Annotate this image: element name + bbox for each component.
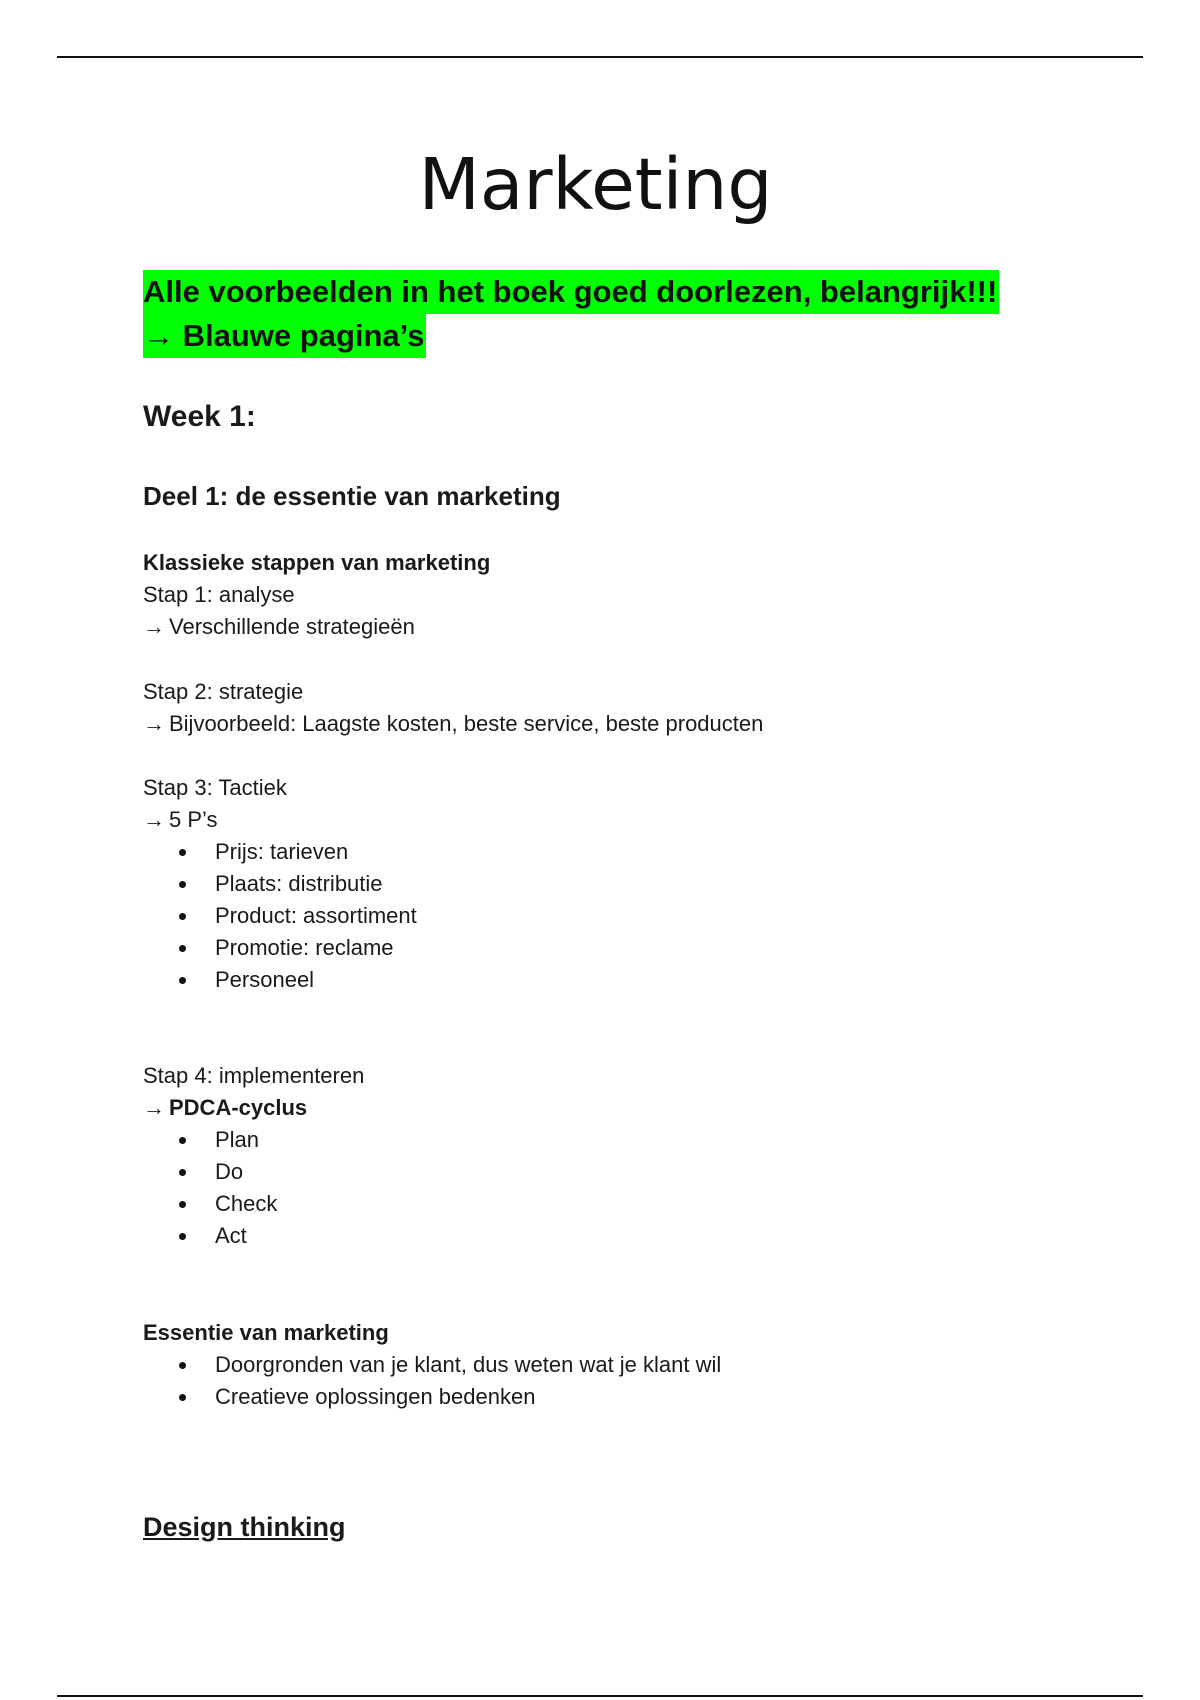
highlight-line-2 xyxy=(143,314,426,358)
classic-steps-heading: Klassieke stappen van marketing xyxy=(143,550,491,575)
essence-bullet-list xyxy=(143,1349,721,1413)
list-item: Act xyxy=(143,1220,364,1252)
list-item: Do xyxy=(143,1156,364,1188)
step4-label: Stap 4: implementeren xyxy=(143,1063,365,1088)
arrow-icon: → xyxy=(143,318,174,353)
top-rule xyxy=(57,56,1143,58)
list-item: Promotie: reclame xyxy=(143,932,417,964)
bullet-icon xyxy=(179,1201,186,1208)
bullet-icon xyxy=(179,881,186,888)
part-heading: Deel 1: de essentie van marketing xyxy=(143,481,561,511)
bullet-icon xyxy=(179,1137,186,1144)
bullet-icon xyxy=(179,1233,186,1240)
step1-detail: Verschillende strategieën xyxy=(169,614,415,639)
bullet-icon xyxy=(179,849,186,856)
step4-detail: PDCA-cyclus xyxy=(169,1095,308,1120)
week-heading: Week 1: xyxy=(143,400,256,433)
bullet-icon xyxy=(179,1169,186,1176)
essence-heading: Essentie van marketing xyxy=(143,1320,389,1345)
step3-detail-line xyxy=(143,804,417,836)
essence-section xyxy=(143,1317,721,1413)
step4-bullet-list xyxy=(143,1124,364,1252)
bullet-icon xyxy=(179,1362,186,1369)
step1-label: Stap 1: analyse xyxy=(143,582,295,607)
step2-detail-line xyxy=(143,708,763,740)
bullet-icon xyxy=(179,1394,186,1401)
step3-label: Stap 3: Tactiek xyxy=(143,775,287,800)
design-thinking-heading: Design thinking xyxy=(143,1512,346,1542)
arrow-icon: → xyxy=(143,807,165,832)
list-item: Plan xyxy=(143,1124,364,1156)
arrow-icon: → xyxy=(143,614,165,639)
arrow-icon: → xyxy=(143,711,165,736)
step2-detail: Bijvoorbeeld: Laagste kosten, beste service, beste producten xyxy=(169,711,764,736)
highlight-note xyxy=(143,270,999,358)
highlight-line-1: Alle voorbeelden in het boek goed doorlezen, belangrijk!!! xyxy=(143,270,999,314)
list-item: Personeel xyxy=(143,964,417,996)
document-title: Marketing xyxy=(418,143,773,226)
step1-detail-line xyxy=(143,611,490,643)
step4-detail-line xyxy=(143,1092,364,1124)
list-item: Doorgronden van je klant, dus weten wat je klant wil xyxy=(143,1349,721,1381)
step3-section xyxy=(143,772,417,996)
list-item: Creatieve oplossingen bedenken xyxy=(143,1381,721,1413)
bullet-icon xyxy=(179,913,186,920)
list-item: Check xyxy=(143,1188,364,1220)
step3-detail: 5 P’s xyxy=(169,807,218,832)
highlight-line-2-text: Blauwe pagina’s xyxy=(182,318,425,353)
classic-steps-section xyxy=(143,547,490,643)
bottom-rule xyxy=(57,1695,1143,1697)
list-item: Plaats: distributie xyxy=(143,868,417,900)
step2-label: Stap 2: strategie xyxy=(143,679,304,704)
step3-bullet-list xyxy=(143,836,417,996)
step2-section xyxy=(143,676,763,740)
bullet-icon xyxy=(179,977,186,984)
bullet-icon xyxy=(179,945,186,952)
list-item: Prijs: tarieven xyxy=(143,836,417,868)
step4-section xyxy=(143,1060,364,1252)
list-item: Product: assortiment xyxy=(143,900,417,932)
arrow-icon: → xyxy=(143,1095,165,1120)
